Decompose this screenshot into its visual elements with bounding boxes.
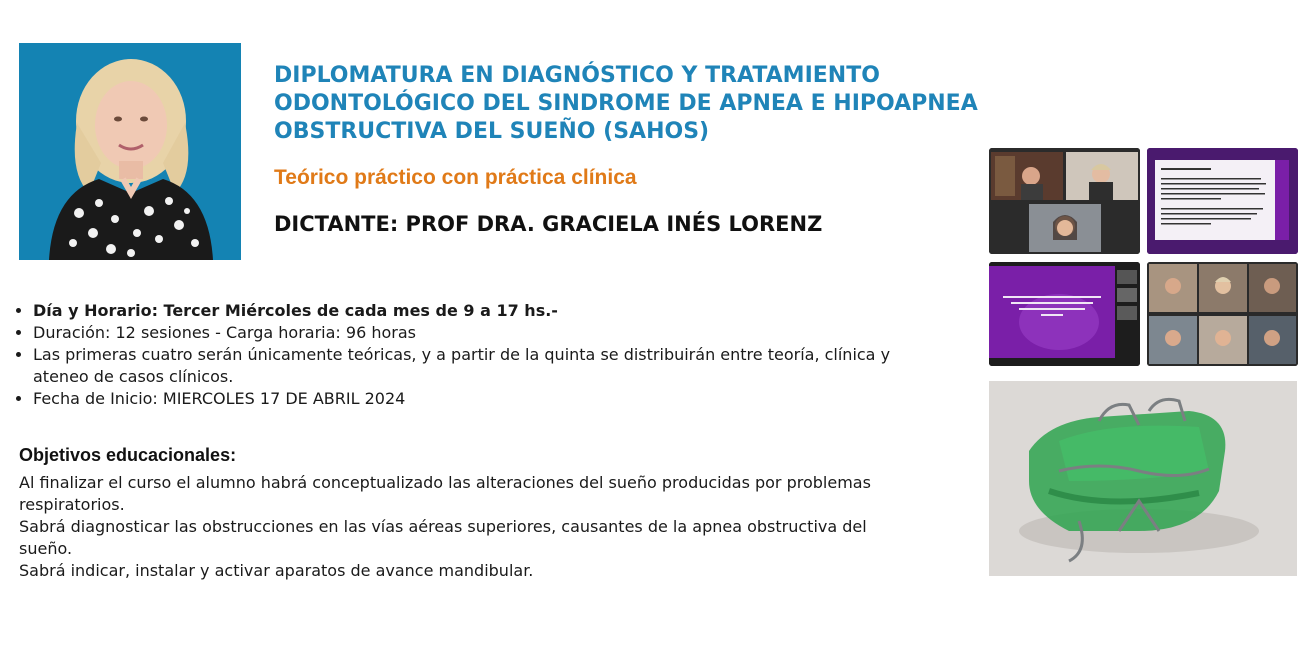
presentation-slide-screenshot (1147, 148, 1298, 254)
course-title (274, 62, 978, 146)
detail-start-date: • Fecha de Inicio: MIERCOLES 17 DE ABRIL 2024 (33, 388, 913, 410)
course-details-list (14, 300, 913, 410)
lecturer-portrait-illustration (19, 43, 241, 260)
objectives-heading: Objetivos educacionales: (19, 445, 237, 465)
detail-schedule: • Día y Horario: Tercer Miércoles de cada mes de 9 a 17 hs.- (33, 300, 913, 322)
course-subtitle: Teórico práctico con práctica clínica (274, 166, 637, 189)
video-call-screenshot (989, 148, 1140, 254)
course-title-line: DIPLOMATURA EN DIAGNÓSTICO Y TRATAMIENTO (274, 63, 880, 88)
objectives-section (19, 444, 919, 582)
oral-appliance-illustration (989, 381, 1297, 576)
detail-structure: • Las primeras cuatro serán únicamente teóricas, y a partir de la quinta se distribuirán entre teoría, clínica y ateneo de casos clínicos. (33, 344, 913, 388)
objective-paragraph: Al finalizar el curso el alumno habrá conceptualizado las alteraciones del sueño producidas por problemas respiratorios. (19, 473, 871, 514)
course-title-line: OBSTRUCTIVA DEL SUEÑO (SAHOS) (274, 119, 710, 144)
title-slide-illustration (989, 262, 1140, 366)
video-call-gallery-screenshot (1147, 262, 1298, 366)
video-gallery-illustration (1147, 262, 1298, 366)
lecturer-name: DICTANTE: PROF DRA. GRACIELA INÉS LORENZ (274, 212, 823, 236)
video-call-grid-illustration (989, 148, 1140, 254)
lecturer-photo (19, 43, 241, 260)
presentation-title-slide-screenshot (989, 262, 1140, 366)
slide-illustration (1147, 148, 1298, 254)
objective-paragraph: Sabrá diagnosticar las obstrucciones en las vías aéreas superiores, causantes de la apnea obstructiva del sueño. (19, 517, 867, 558)
course-title-line: ODONTOLÓGICO DEL SINDROME DE APNEA E HIPOAPNEA (274, 91, 978, 116)
objective-paragraph: Sabrá indicar, instalar y activar aparatos de avance mandibular. (19, 561, 534, 580)
detail-duration: • Duración: 12 sesiones - Carga horaria: 96 horas (33, 322, 913, 344)
mandibular-device-photo (989, 381, 1297, 576)
